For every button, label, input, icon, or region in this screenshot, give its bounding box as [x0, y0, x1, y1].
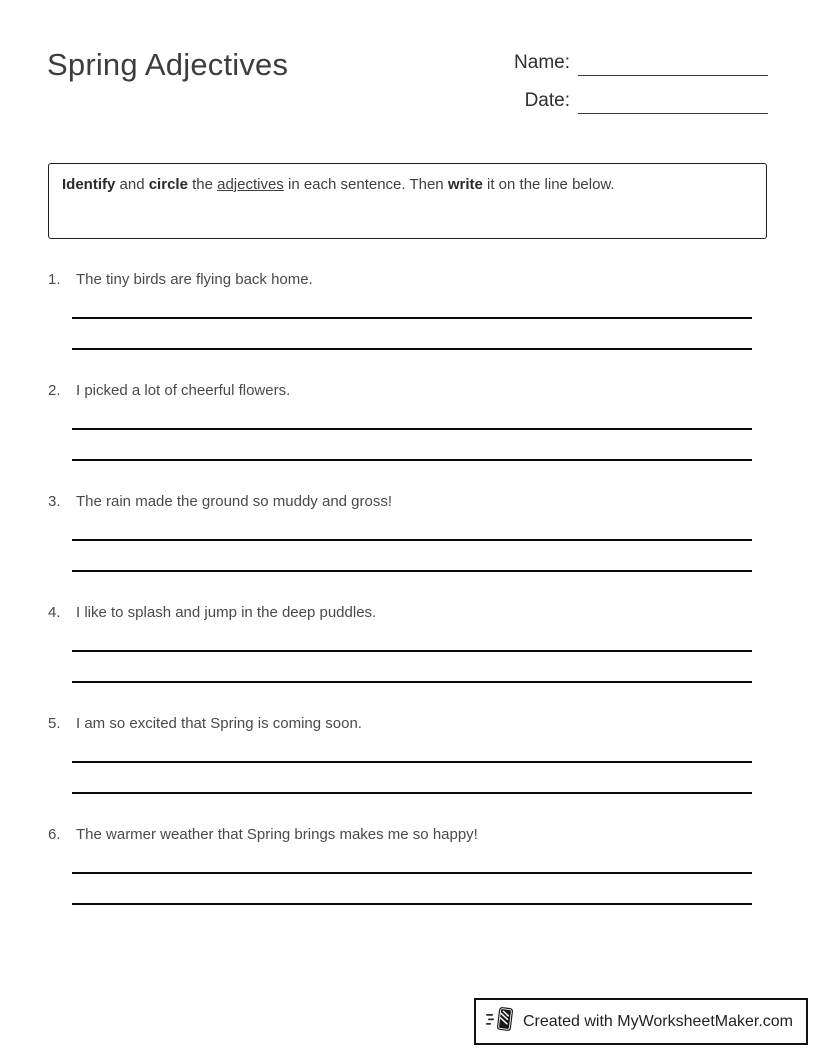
- question-item-4: [48, 603, 768, 683]
- instruction-segment: write: [447, 176, 483, 193]
- footer-credit-text: Created with MyWorksheetMaker.com: [522, 1012, 793, 1030]
- answer-line: [72, 317, 752, 319]
- question-sentence-row: [48, 825, 768, 845]
- question-sentence-row: [48, 603, 768, 623]
- question-sentence: I picked a lot of cheerful flowers.: [76, 382, 291, 399]
- question-sentence-row: [48, 381, 768, 401]
- question-sentence: I am so excited that Spring is coming soon.: [76, 715, 362, 732]
- page-title: Spring Adjectives: [47, 47, 289, 82]
- answer-line: [72, 570, 752, 572]
- question-number: 1.: [48, 271, 61, 288]
- date-label: Date:: [524, 90, 570, 111]
- question-number: 5.: [48, 715, 61, 732]
- footer-credit-badge: [474, 998, 808, 1045]
- question-item-1: [48, 270, 768, 350]
- answer-line: [72, 792, 752, 794]
- question-sentence-row: [48, 492, 768, 512]
- answer-line: [72, 459, 752, 461]
- question-number: 6.: [48, 826, 61, 843]
- question-sentence-row: [48, 714, 768, 734]
- instruction-segment: circle: [148, 176, 188, 193]
- answer-line: [72, 761, 752, 763]
- question-sentence: The warmer weather that Spring brings makes me so happy!: [76, 826, 478, 843]
- date-field: [508, 88, 768, 114]
- name-field: [508, 50, 768, 76]
- answer-line: [72, 872, 752, 874]
- answer-line: [72, 428, 752, 430]
- question-sentence: The tiny birds are flying back home.: [76, 271, 313, 288]
- instructions-box: [48, 163, 767, 239]
- question-number: 2.: [48, 382, 61, 399]
- answer-line: [72, 539, 752, 541]
- name-label: Name:: [514, 52, 570, 73]
- question-sentence: I like to splash and jump in the deep puddles.: [76, 604, 377, 621]
- question-item-2: [48, 381, 768, 461]
- date-blank-line: [578, 88, 768, 114]
- answer-line: [72, 681, 752, 683]
- question-number: 3.: [48, 493, 61, 510]
- instruction-segment: and: [115, 176, 149, 193]
- question-number: 4.: [48, 604, 61, 621]
- myworksheetmaker-logo-icon: [485, 1005, 515, 1038]
- name-blank-line: [578, 50, 768, 76]
- instruction-segment: in each sentence. Then: [283, 176, 448, 193]
- answer-line: [72, 903, 752, 905]
- question-item-3: [48, 492, 768, 572]
- instruction-segment: Identify: [62, 176, 116, 193]
- answer-line: [72, 348, 752, 350]
- answer-line: [72, 650, 752, 652]
- instruction-segment: it on the line below.: [482, 176, 615, 193]
- instruction-segment: adjectives: [217, 176, 284, 193]
- question-sentence: The rain made the ground so muddy and gross!: [76, 493, 393, 510]
- question-list: [48, 270, 768, 936]
- question-item-5: [48, 714, 768, 794]
- question-item-6: [48, 825, 768, 905]
- instruction-segment: the: [187, 176, 218, 193]
- question-sentence-row: [48, 270, 768, 290]
